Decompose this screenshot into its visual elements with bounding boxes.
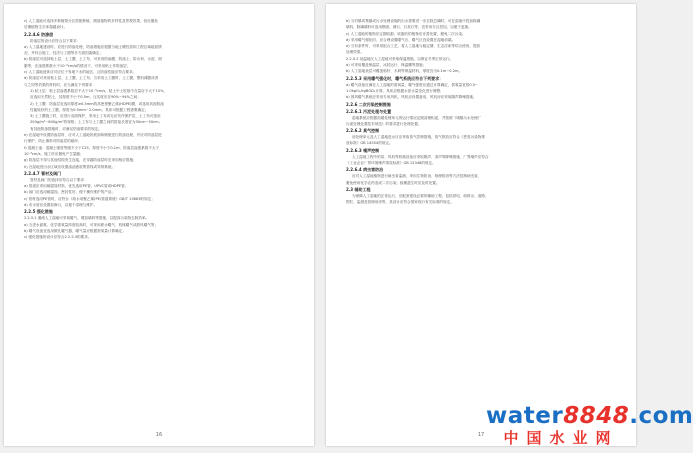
paragraph-line: a) 曝气设备应满足人工湿地的需氧量，曝气强度应通过计算确定，供氧量宜按0.5~ (346, 82, 479, 87)
paragraph-line: d) 布水管应设置检修口，以便于清理与维护。 (24, 203, 98, 208)
paragraph-line: c) 管材选用PE管时，应符合《给水用聚乙烯(PE)管道系统》GB/T 13663的规定； (24, 196, 155, 201)
document-page-right (326, 4, 693, 446)
paragraph-line: 2) 土工膜：防渗层宜选用厚度≥0.5mm的高密度聚乙烯(HDPE)膜，或选用其他防渗 (30, 101, 164, 106)
section-heading: 2.2.6.3 噪声控制 (346, 147, 380, 153)
paragraph-line: c) 人工湿地池体应对应位于有地下水的地区，且防渗性能应符合要求； (24, 70, 137, 75)
paragraph-line: 应选用天然粘土，其厚度不小于0.5m，压实度应在90%~94%之间； (30, 95, 141, 100)
paragraph-line: 湿地系统应根据前端处理单元的运行情况定期清理积泥，并按照《城镇污水处理厂 (352, 115, 482, 120)
paragraph-line: 后期植物生长率超越设计。 (24, 25, 68, 30)
paragraph-line: c) 人工湿地可选择多种植物分区搭配种植，增加植物的多样性及景观效果，但应避免 (24, 19, 158, 23)
section-heading: 2.2.5.3 采用曝气强化时，曝气系统应符合下列要求： (346, 75, 444, 81)
paragraph-line: 应对人工湿地植物进行病虫害监测，采用生物防治、物理防治等方法控制病虫害， (352, 174, 482, 179)
paragraph-line: c) 人工湿地的植物应定期收割，收割后的植物应妥善处置，避免二次污染。 (346, 31, 466, 36)
section-heading: 2.2.4.6 防渗层 (24, 31, 54, 37)
paragraph-line: 脂等，在渗透系数小于10⁻⁸cm/s的情况下，可采用粘土作防渗层； (24, 63, 131, 68)
paragraph-line: 填料，除磷填料可选用钢渣、沸石、石灰石等，宜采用分区投加，以便于更换； (346, 25, 472, 30)
paragraph-line: 放标准》GB 14554的规定。 (346, 141, 393, 146)
paragraph-line: a) 当进水氨氮、化学需氧量浓度较高时，可采用跌水曝气、机械曝气或鼓风曝气等； (24, 222, 159, 227)
paragraph-line: 行保护，防止填料对防渗层的破坏； (24, 139, 82, 144)
watermark-site-name: 中国水业网 (503, 429, 619, 447)
document-page-left (4, 4, 314, 446)
section-heading: 2.2.6.1 污泥处理与处置 (346, 108, 392, 114)
watermark-site: water8848.com (486, 403, 693, 429)
paragraph-line: 《工业企业厂界环境噪声排放标准》GB 12348的规定。 (346, 161, 436, 166)
paragraph-line: 与之同等效果的材料时，应当满足下列要求： (24, 82, 96, 87)
paragraph-line: 1) 粘土层：粘土层渗透系数应不大于10⁻⁸cm/s，粘土中土粒组中含量应不大于15%， (30, 88, 168, 93)
paragraph-line: c) 强化措施的设计应符合2.2.5.3的要求。 (24, 235, 92, 240)
paragraph-line: f) 混凝土池：混凝土强度等级不小于C25，厚度不小于0.1m，防渗层渗透系数不大于 (24, 145, 160, 150)
paragraph-line: 1.0kgO₂/kgBOD₅计算，具体应根据水质水量变化进行调整； (346, 88, 444, 93)
paragraph-line: 围栏、监测及管理用房等，其设计应符合国家现行有关标准的规定。 (346, 200, 454, 205)
paragraph-line: 污泥处理处置技术规范》的要求进行处理处置。 (346, 121, 422, 126)
page-text-column (346, 18, 620, 420)
section-heading: 2.2.5 强化措施 (24, 209, 53, 215)
page-number: 17 (477, 432, 485, 438)
paragraph-line: 有其他防渗措施时，应满足防渗要求的规定。 (30, 126, 102, 131)
paragraph-line: 200g/m²~600g/m²的规格；土工布与土工膜之间的搭接长度宜为30cm~50cm； (30, 120, 163, 125)
paragraph-line: 人工湿地工程中的泵、风机等机械设备应采取隔声、消声等降噪措施，厂界噪声应符合 (352, 154, 489, 159)
paragraph-line: e) 在湿地中设置防渗层时，应对人工湿地的底部和侧壁进行防渗处理，并应对防渗层进 (24, 133, 162, 138)
paragraph-line: 3) 土工膜施工时，应进行双面保护，采用土工布或无纺布作保护层，土工布可选用 (30, 114, 161, 119)
paragraph-line: b) 阀门应选用耐腐蚀、密封性好、便于操作维护的产品； (24, 190, 116, 195)
paragraph-line: a) 人工湿地建设时，应进行防渗处理，防渗措施应根据当地土壤性质和工程区域地质情 (24, 44, 162, 49)
page-text-column (24, 18, 298, 420)
paragraph-line: 避免使用化学农药造成二次污染；蚊蝇滋生时应及时处置。 (346, 180, 440, 185)
page-number: 16 (155, 432, 163, 438)
paragraph-line: 2.2.5.2 低温地区人工湿地可采取保温措施，以保证冬季正常运行。 (346, 56, 454, 61)
paragraph-line: g) 防渗层不得与其他结构发生连接，在穿越防渗层时应采用相应措施； (24, 158, 137, 163)
paragraph-line: a) 管道应采用耐腐蚀材料，优先选用PE管、UPVC管或HDPE管； (24, 184, 129, 189)
section-heading: 2.2.6 二次污染控制措施 (346, 101, 391, 107)
paragraph-line: b) 鼓风曝气系统应采用专用风机，风机应设置备用，风机房应采取隔声降噪措施。 (346, 95, 477, 100)
paragraph-line: d) 防渗层可采用粘土层、土工膜、土工布；当采用土工膜时，土工膜、塑料薄膜或者 (24, 76, 159, 81)
paragraph-line: 管材及阀门的选择应符合以下要求： (30, 177, 88, 182)
section-heading: 2.3 辅助工程 (346, 186, 371, 192)
paragraph-line: 防渗层的设计应符合以下要求： (30, 38, 81, 43)
paragraph-line: 前处理单元及人工湿地进水区应采取臭气控制措施，臭气排放应符合《恶臭污染物排 (352, 135, 485, 140)
paragraph-line: 为保障人工湿地的正常运行，应配套建设必要的辅助工程，包括供电、给排水、道路、 (352, 193, 489, 198)
paragraph-line: 2.2.5.1 潜流人工湿地可采取曝气、增加填料等措施，以提高污染物去除效率。 (24, 216, 150, 221)
section-heading: 2.2.6.4 病虫害防治 (346, 167, 384, 173)
paragraph-line: 10⁻⁸cm/s，施工时应避免产生裂缝； (24, 151, 84, 156)
paragraph-line: 况，并综合施工、经济与工期等多方面因素确定； (24, 51, 104, 56)
watermark-logo (486, 403, 693, 451)
paragraph-line: b) 人工湿地表层可覆盖秸秆、木屑等保温材料，厚度宜为0.1m~0.2m。 (346, 69, 463, 74)
paragraph-line: b) 曝气设备宜选用微孔曝气器，曝气量应根据需氧量计算确定； (24, 228, 126, 233)
paragraph-line: a) 可采用覆盖保温层、冰封运行、保温棚等措施； (346, 63, 427, 68)
paragraph-line: 处理效果。 (346, 50, 364, 55)
paragraph-line: 性能较好的土工膜，厚度为0.5mm~2.0mm，具体可根据工程需要确定； (30, 107, 149, 112)
paragraph-line: b) 防渗层可选择粘土层、土工膜、土工布，可采用防渗膜、防渗土、防水剂、水泥、树 (24, 57, 162, 62)
section-heading: 2.2.6.2 臭气控制 (346, 128, 380, 134)
paragraph-line: e) 当有条件时，可采用组合工艺，将人工湿地与稳定塘、生态浮床等结合使用，提高 (346, 44, 481, 49)
section-heading: 2.2.4.7 管材及阀门 (24, 170, 62, 176)
paragraph-line: d) 采用曝气强化时，应合理设置曝气区，曝气区宜设置在湿地前端。 (346, 37, 456, 42)
paragraph-line: h) 在湿地进出水区域应设置渗滤液收集管线或导排系统。 (24, 164, 116, 169)
paragraph-line: b) 当村镇或集镇或污水处理设施的出水需要进一步去除总磷时，可在湿地中投加除磷 (346, 19, 481, 23)
